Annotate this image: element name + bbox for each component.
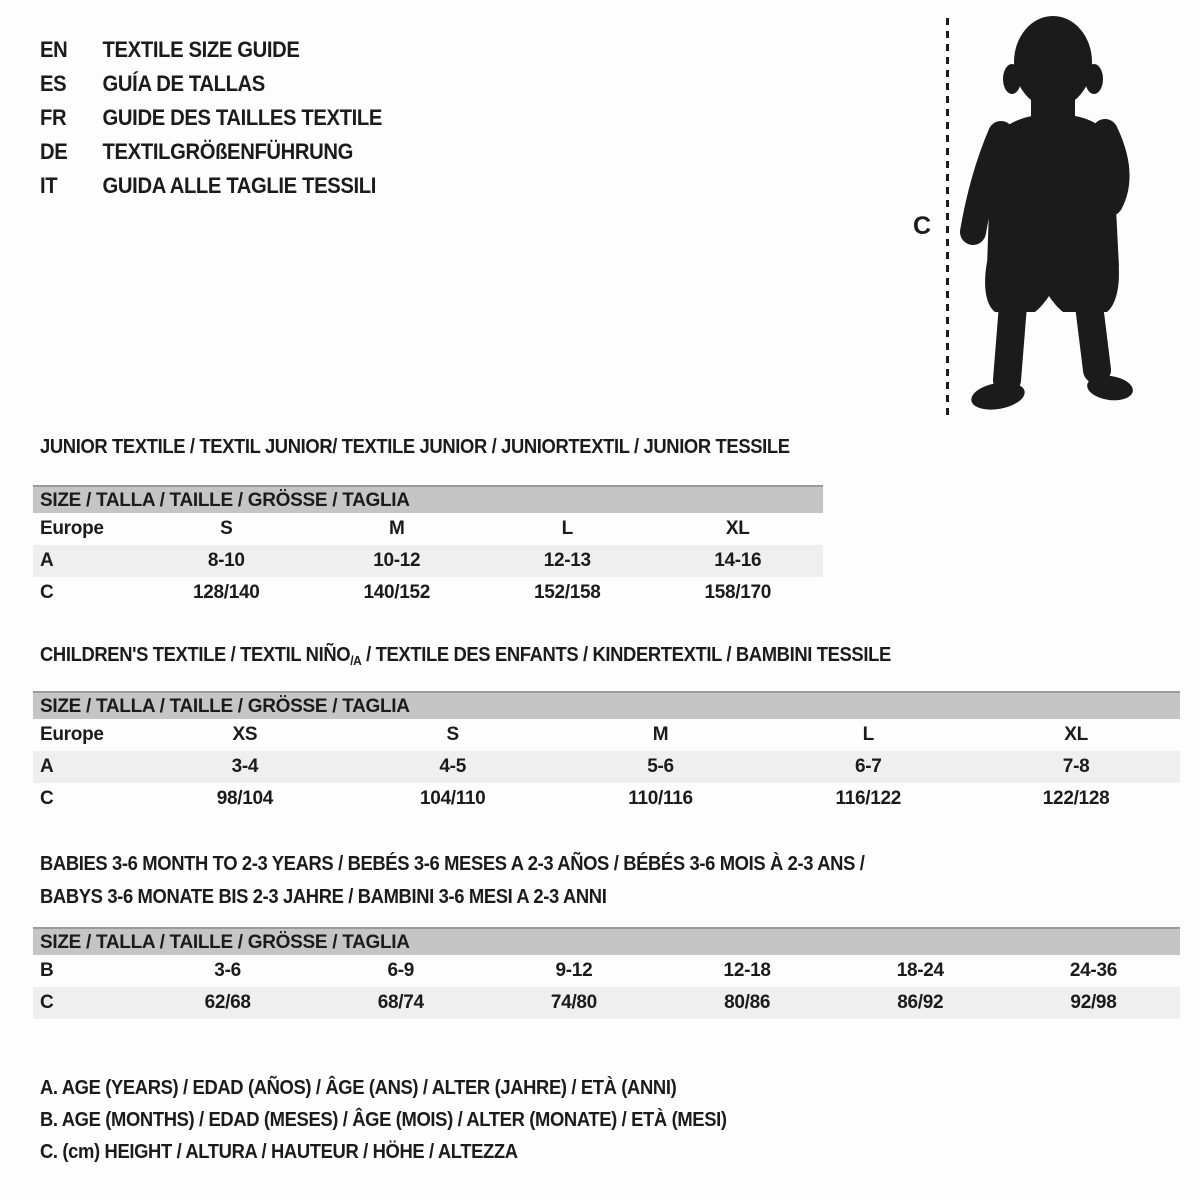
table-row: [33, 955, 1180, 987]
junior-section-title: JUNIOR TEXTILE / TEXTIL JUNIOR/ TEXTILE JUNIOR / JUNIORTEXTIL / JUNIOR TESSILE: [40, 436, 790, 458]
table-cell: 12-18: [723, 960, 771, 981]
language-row: [40, 169, 412, 203]
table-cell: 9-12: [555, 960, 593, 981]
table-row: [33, 545, 823, 577]
table-cell: 98/104: [216, 788, 274, 809]
table-row: [33, 987, 1180, 1019]
language-row: [40, 67, 412, 101]
language-row: [40, 101, 412, 135]
row-label: C: [40, 582, 54, 603]
table-cell: 122/128: [1042, 788, 1110, 809]
table-cell: 7-8: [1062, 756, 1090, 777]
table-cell: 110/116: [628, 788, 693, 809]
children-section-title: CHILDREN'S TEXTILE / TEXTIL $NIÑO_{/A}$ / TEXTILE DES ENFANTS / KINDERTEXTIL / BAMBINI TESSILE: [40, 644, 891, 668]
table-row: [33, 719, 1180, 751]
table-cell: 12-13: [543, 550, 591, 571]
language-label: TEXTILGRÖßENFÜHRUNG: [102, 139, 354, 164]
row-label: B: [40, 960, 54, 981]
table-cell: L: [561, 518, 573, 539]
row-label: A: [40, 550, 54, 571]
babies-section-title-line1: BABIES 3-6 MONTH TO 2-3 YEARS / BEBÉS 3-6 MESES A 2-3 AÑOS / BÉBÉS 3-6 MOIS À 2-3 ANS /: [40, 853, 865, 875]
table-cell: XL: [1064, 724, 1088, 745]
children-size-table: [33, 691, 1180, 815]
table-row: [33, 513, 823, 545]
table-cell: 62/68: [204, 992, 251, 1013]
table-cell: 116/122: [835, 788, 902, 809]
row-label: Europe: [40, 724, 104, 745]
table-cell: 74/80: [550, 992, 597, 1013]
table-cell: 3-4: [231, 756, 259, 777]
table-cell: 6-9: [387, 960, 415, 981]
junior-size-table: [33, 485, 823, 609]
size-header-bar: SIZE / TALLA / TAILLE / GRÖSSE / TAGLIA: [33, 485, 823, 513]
table-cell: 24-36: [1069, 960, 1117, 981]
babies-size-table: [33, 927, 1180, 1019]
table-cell: 6-7: [855, 756, 882, 777]
table-cell: 14-16: [714, 550, 762, 571]
size-header-bar: SIZE / TALLA / TAILLE / GRÖSSE / TAGLIA: [33, 927, 1180, 955]
table-cell: S: [446, 724, 459, 745]
size-header-bar: SIZE / TALLA / TAILLE / GRÖSSE / TAGLIA: [33, 691, 1180, 719]
language-code: EN: [40, 37, 68, 62]
row-label: A: [40, 756, 54, 777]
legend-line: B. AGE (MONTHS) / EDAD (MESES) / ÂGE (MOIS) / ALTER (MONATE) / ETÀ (MESI): [40, 1109, 727, 1131]
table-cell: 158/170: [704, 582, 772, 603]
language-label: GUÍA DE TALLAS: [102, 71, 265, 96]
language-label: GUIDE DES TAILLES TEXTILE: [102, 105, 382, 130]
language-code: IT: [40, 173, 58, 198]
table-cell: M: [652, 724, 669, 745]
table-row: [33, 783, 1180, 815]
table-cell: 68/74: [377, 992, 424, 1013]
language-row: [40, 33, 412, 67]
table-cell: 4-5: [439, 756, 466, 777]
baby-silhouette: [960, 12, 1140, 418]
table-cell: M: [388, 518, 405, 539]
table-cell: 92/98: [1070, 992, 1117, 1013]
language-row: [40, 135, 412, 169]
legend-line: C. (cm) HEIGHT / ALTURA / HAUTEUR / HÖHE / ALTEZZA: [40, 1141, 518, 1163]
table-cell: XS: [232, 724, 258, 745]
language-code: DE: [40, 139, 68, 164]
table-cell: XL: [725, 518, 750, 539]
table-row: [33, 577, 823, 609]
language-list: [40, 33, 412, 203]
legend: [40, 1072, 786, 1168]
table-cell: 10-12: [373, 550, 421, 571]
table-cell: 5-6: [647, 756, 674, 777]
table-cell: 86/92: [897, 992, 944, 1013]
title-subscript: /A: [350, 653, 362, 668]
table-cell: S: [220, 518, 233, 539]
height-measure-dashed-line: [946, 18, 949, 416]
row-label: C: [40, 992, 54, 1013]
table-cell: L: [862, 724, 874, 745]
row-label: Europe: [40, 518, 104, 539]
table-cell: 140/152: [363, 582, 431, 603]
language-label: TEXTILE SIZE GUIDE: [102, 37, 300, 62]
table-cell: 18-24: [896, 960, 944, 981]
language-label: GUIDA ALLE TAGLIE TESSILI: [102, 173, 376, 198]
language-code: ES: [40, 71, 67, 96]
table-cell: 8-10: [207, 550, 245, 571]
table-cell: 80/86: [724, 992, 771, 1013]
measure-label-c: C: [913, 212, 932, 240]
table-cell: 3-6: [214, 960, 241, 981]
table-cell: 128/140: [192, 582, 260, 603]
table-cell: 104/110: [419, 788, 486, 809]
row-label: C: [40, 788, 54, 809]
language-code: FR: [40, 105, 67, 130]
table-cell: 152/158: [533, 582, 601, 603]
babies-section-title-line2: BABYS 3-6 MONATE BIS 2-3 JAHRE / BAMBINI 3-6 MESI A 2-3 ANNI: [40, 886, 607, 908]
table-row: [33, 751, 1180, 783]
legend-line: A. AGE (YEARS) / EDAD (AÑOS) / ÂGE (ANS) / ALTER (JAHRE) / ETÀ (ANNI): [40, 1077, 677, 1099]
